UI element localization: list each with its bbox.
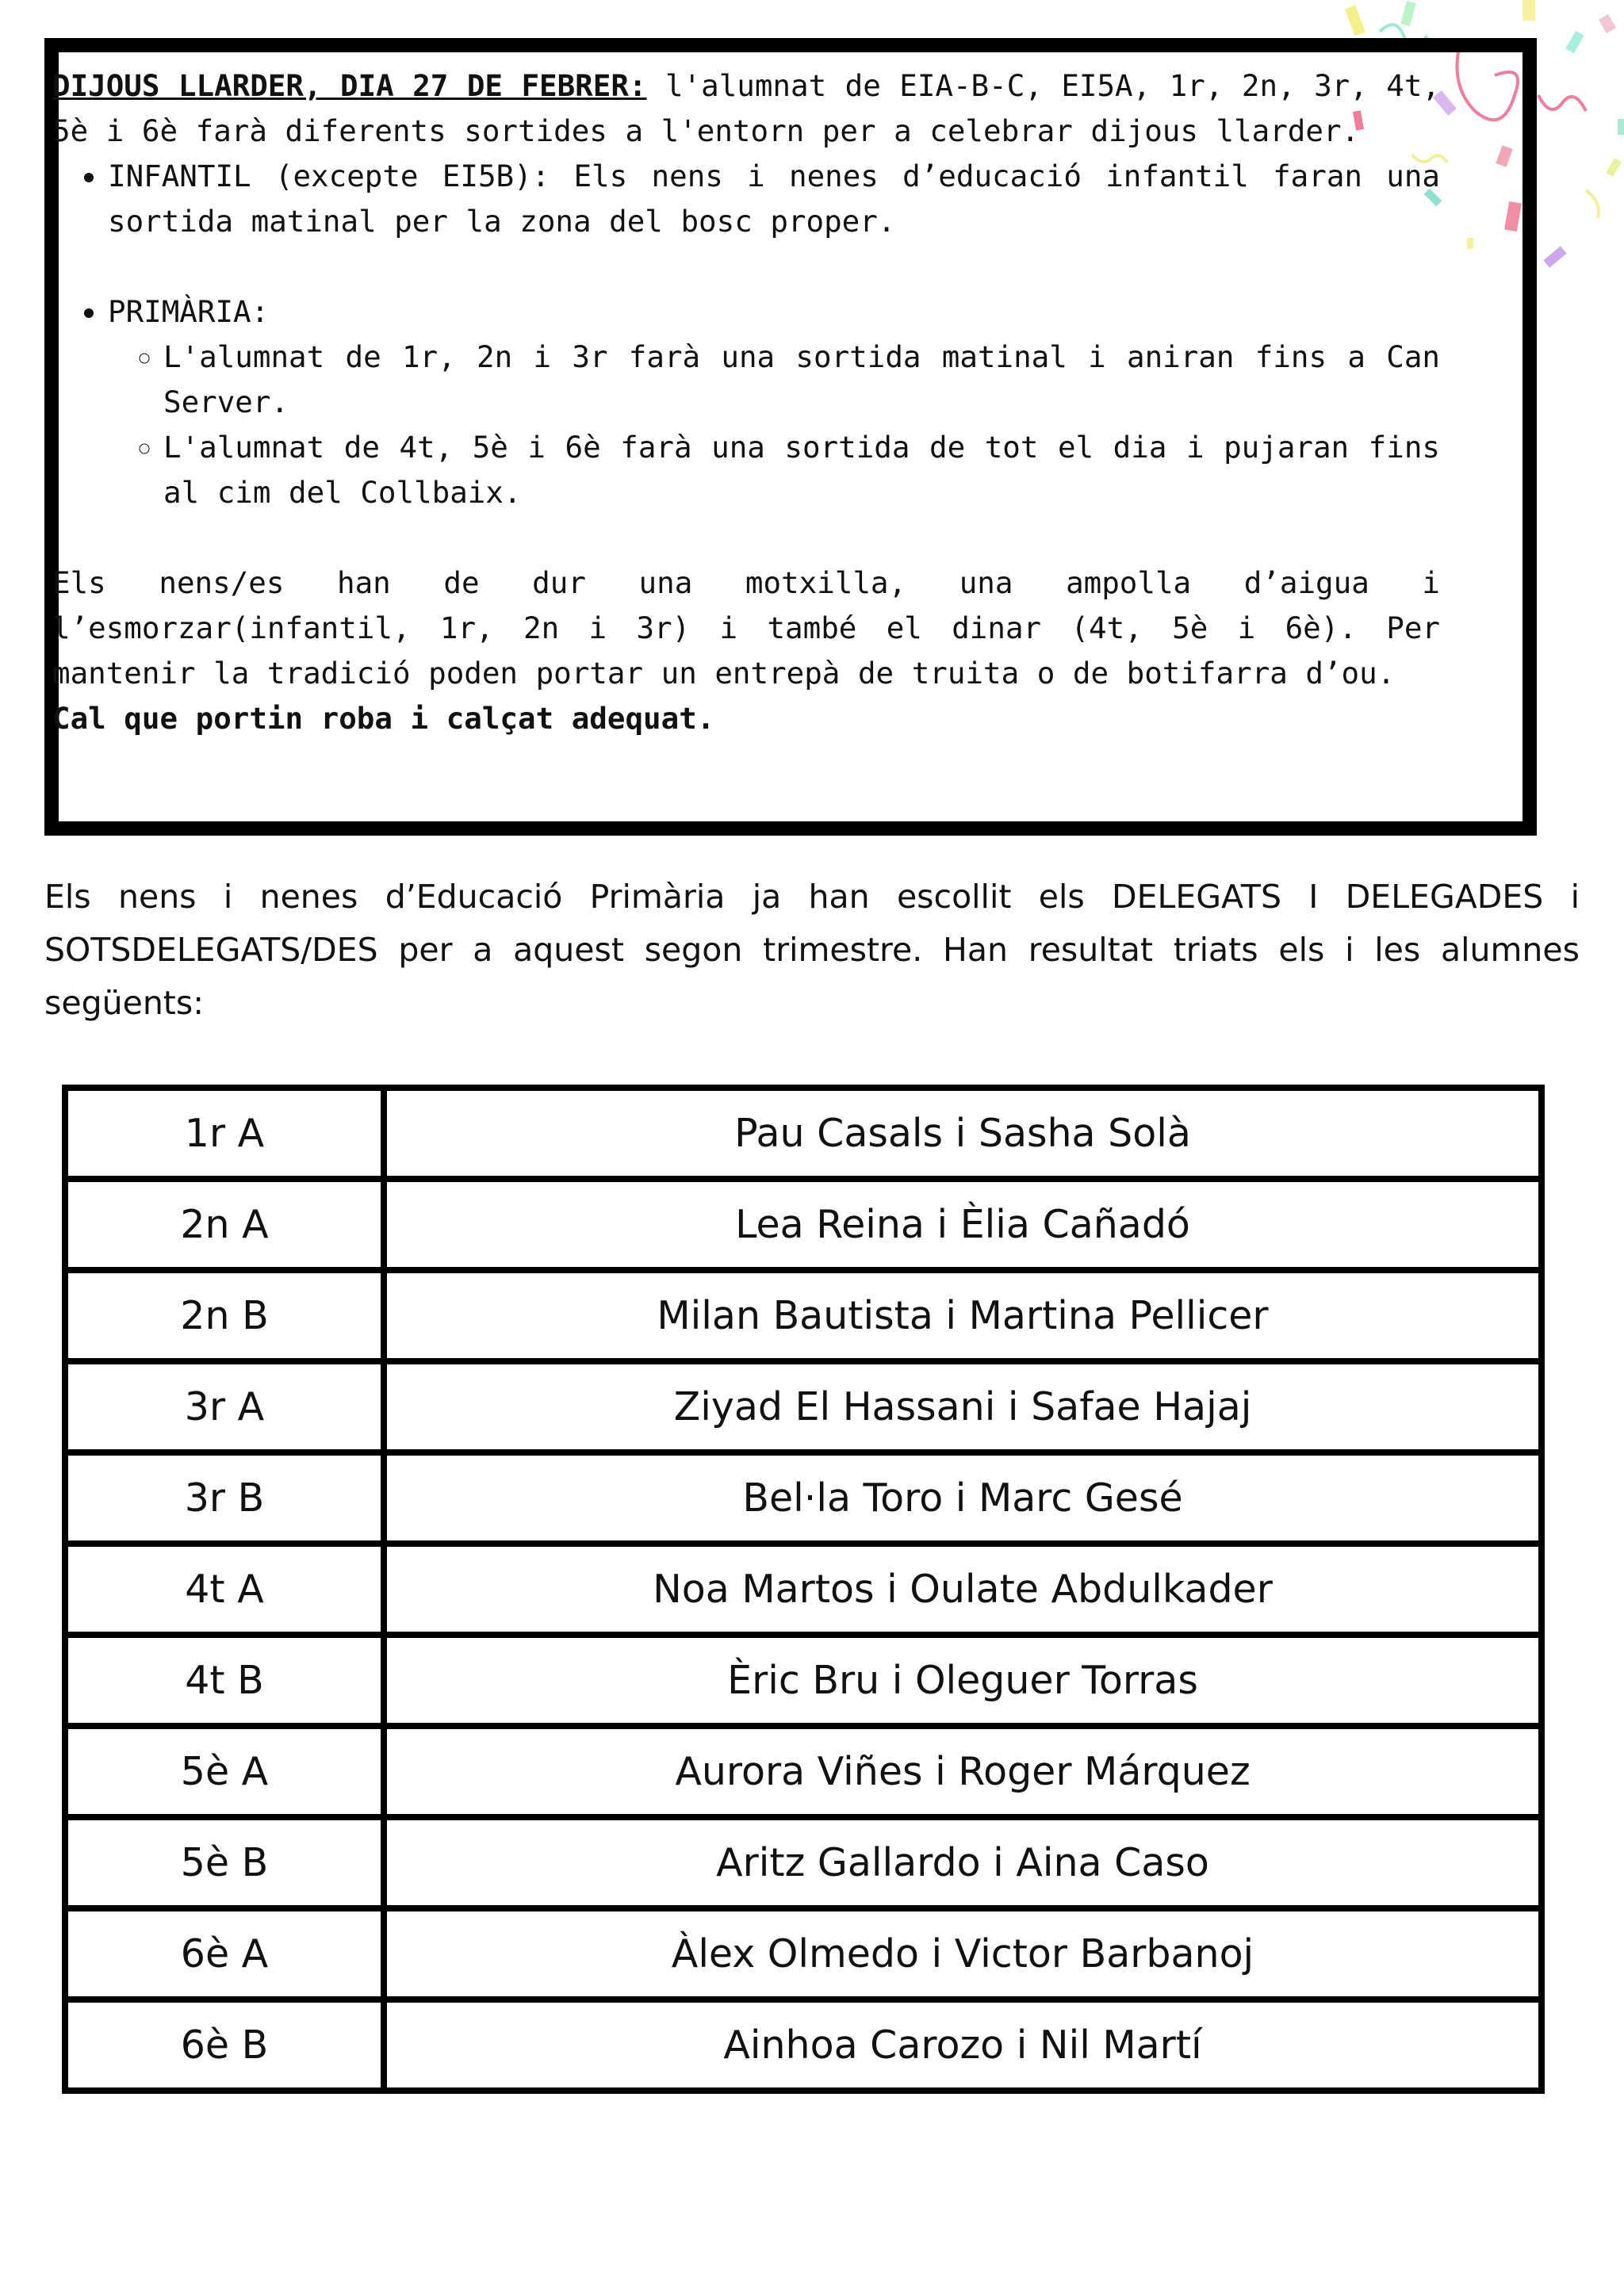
names-cell: Pau Casals i Sasha Solà xyxy=(384,1088,1542,1179)
class-cell: 4t A xyxy=(65,1544,384,1635)
notice-intro xyxy=(52,63,1440,154)
infantil-item: • INFANTIL (excepte EI5B): Els nens i nenes d’educació infantil faran una sortida matinal per la zona del bosc proper. xyxy=(108,154,1440,244)
names-cell: Aritz Gallardo i Aina Caso xyxy=(384,1817,1542,1908)
primaria-list xyxy=(52,289,1440,515)
names-cell: Àlex Olmedo i Victor Barbanoj xyxy=(384,1908,1542,1999)
notice-lead: DIJOUS LLARDER, DIA 27 DE FEBRER: xyxy=(52,68,647,103)
table-row xyxy=(65,1452,1542,1544)
class-cell: 4t B xyxy=(65,1635,384,1726)
names-cell: Aurora Viñes i Roger Márquez xyxy=(384,1726,1542,1817)
notice-closing xyxy=(52,561,1440,741)
names-cell: Lea Reina i Èlia Cañadó xyxy=(384,1179,1542,1270)
class-cell: 5è B xyxy=(65,1817,384,1908)
class-cell: 6è B xyxy=(65,1999,384,2091)
delegates-intro: Els nens i nenes d’Educació Primària ja han escollit els DELEGATS I DELEGADES i SOTSDELEGATS/DES per a aquest segon trimestre. Han resultat triats els i les alumnes següents: xyxy=(44,878,1580,1022)
primaria-sub-item: ◦ L'alumnat de 4t, 5è i 6è farà una sortida de tot el dia i pujaran fins al cim del Collbaix. xyxy=(163,425,1440,515)
notice-list xyxy=(52,154,1440,244)
class-cell: 3r B xyxy=(65,1452,384,1544)
names-cell: Bel·la Toro i Marc Gesé xyxy=(384,1452,1542,1544)
table-row xyxy=(65,1088,1542,1179)
table-row xyxy=(65,1817,1542,1908)
primaria-sub-item: ◦ L'alumnat de 1r, 2n i 3r farà una sortida matinal i aniran fins a Can Server. xyxy=(163,335,1440,425)
table-row xyxy=(65,1544,1542,1635)
primaria-item xyxy=(108,289,1440,515)
notice-closing-text: Els nens/es han de dur una motxilla, una ampolla d’aigua i l’esmorzar(infantil, 1r, 2n i 3r) i també el dinar (4t, 5è i 6è). Per mantenir la tradició poden portar un entrepà de truita o de botifarra d’ou. xyxy=(52,565,1440,691)
names-cell: Ziyad El Hassani i Safae Hajaj xyxy=(384,1361,1542,1452)
table-row xyxy=(65,1361,1542,1452)
delegates-table xyxy=(62,1085,1545,2094)
names-cell: Noa Martos i Oulate Abdulkader xyxy=(384,1544,1542,1635)
names-cell: Milan Bautista i Martina Pellicer xyxy=(384,1270,1542,1361)
table-row xyxy=(65,1726,1542,1817)
class-cell: 1r A xyxy=(65,1088,384,1179)
class-cell: 2n B xyxy=(65,1270,384,1361)
names-cell: Ainhoa Carozo i Nil Martí xyxy=(384,1999,1542,2091)
notice-closing-bold: Cal que portin roba i calçat adequat. xyxy=(52,701,715,736)
table-row xyxy=(65,1179,1542,1270)
notice-text xyxy=(52,63,1440,741)
class-cell: 3r A xyxy=(65,1361,384,1452)
notice-lead-rest: l'alumnat de EIA-B-C, EI5A, 1r, 2n, 3r, 4t, 5è i 6è farà diferents sortides a l'entorn per a celebrar dijous llarder. xyxy=(52,68,1440,148)
table-row xyxy=(65,1270,1542,1361)
table-row xyxy=(65,1999,1542,2091)
table-row xyxy=(65,1635,1542,1726)
names-cell: Èric Bru i Oleguer Torras xyxy=(384,1635,1542,1726)
class-cell: 6è A xyxy=(65,1908,384,1999)
class-cell: 2n A xyxy=(65,1179,384,1270)
table-row xyxy=(65,1908,1542,1999)
primaria-sublist xyxy=(108,335,1440,515)
primaria-title: PRIMÀRIA: xyxy=(108,294,270,329)
class-cell: 5è A xyxy=(65,1726,384,1817)
